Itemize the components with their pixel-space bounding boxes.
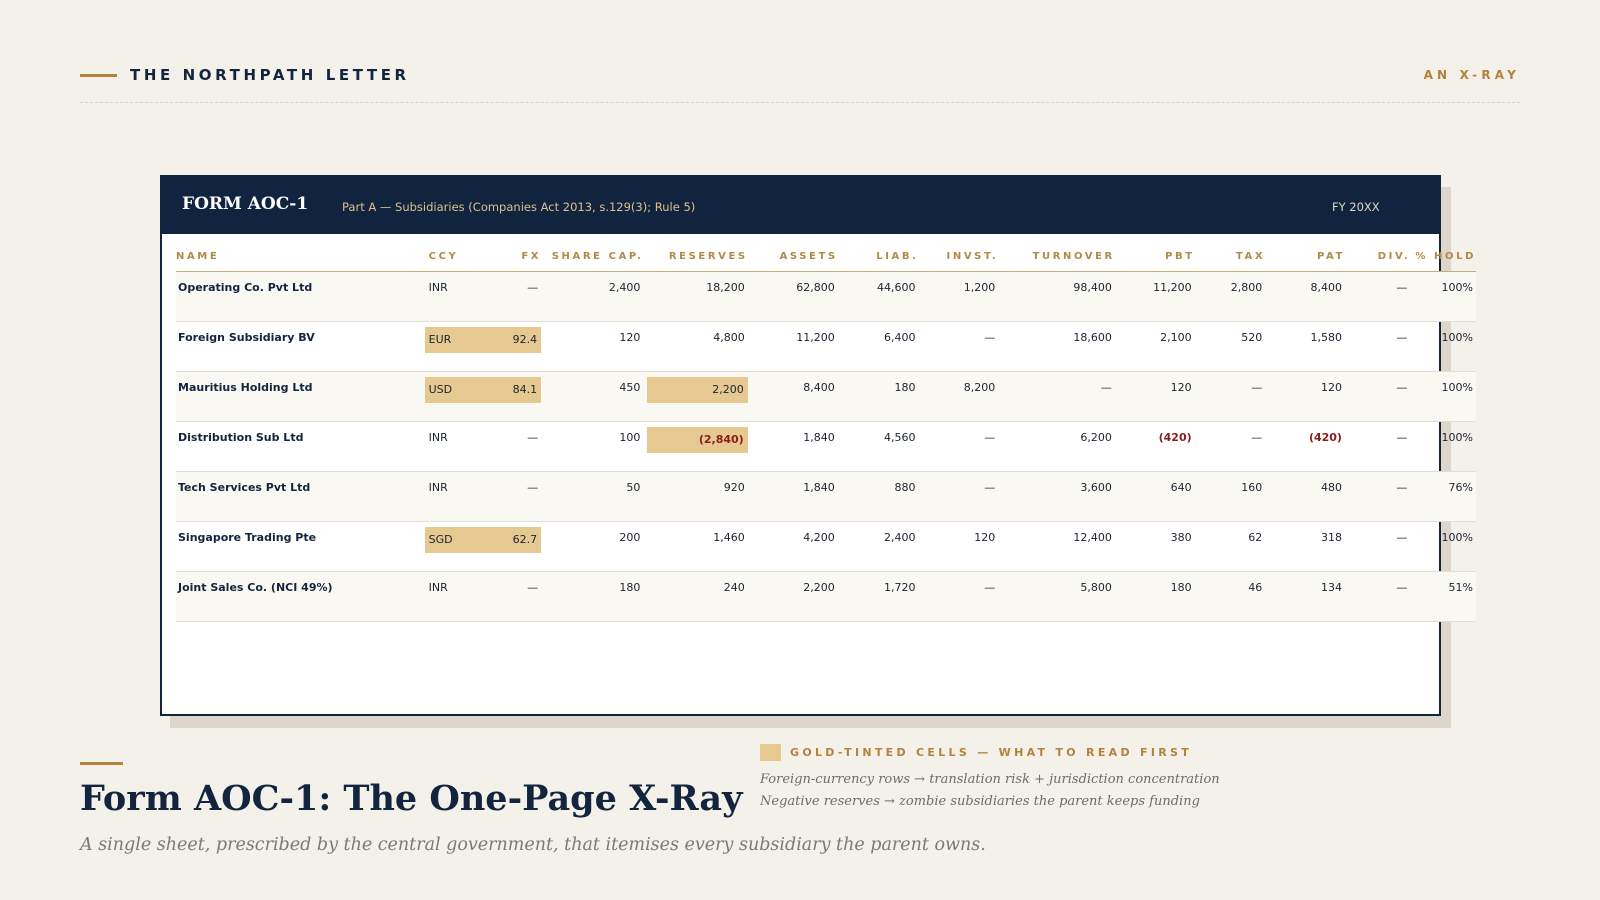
cell-value: 76%	[1448, 480, 1473, 494]
table-header-row	[176, 237, 1476, 271]
cell-value: (2,840)	[698, 432, 744, 446]
cell-value: 480	[1320, 480, 1342, 494]
cell-value: 134	[1320, 580, 1342, 594]
cell-value: —	[1251, 430, 1263, 444]
cell-value: —	[984, 580, 996, 594]
cell-value: —	[527, 280, 539, 294]
cell-pbt	[1115, 371, 1195, 421]
cell-tax	[1195, 371, 1266, 421]
cell-value: 2,200	[803, 580, 835, 594]
cell-value: INR	[428, 580, 448, 594]
column-header: INVST.	[919, 237, 999, 271]
legend-title: GOLD-TINTED CELLS — WHAT TO READ FIRST	[790, 746, 1193, 759]
cell-value: INR	[428, 280, 448, 294]
cell-fx	[480, 321, 541, 371]
cell-reserves	[643, 321, 747, 371]
cell-value: 100%	[1441, 330, 1473, 344]
cell-pat	[1265, 571, 1345, 621]
cell-value: —	[1251, 380, 1263, 394]
cell-fx	[480, 371, 541, 421]
cell-value: —	[527, 580, 539, 594]
cell-value: —	[527, 430, 539, 444]
cell-value: 1,580	[1310, 330, 1342, 344]
highlighted-cell	[480, 377, 541, 403]
cell-value: 920	[723, 480, 745, 494]
highlighted-cell	[647, 377, 747, 403]
table-row	[176, 421, 1476, 471]
cell-invst	[919, 321, 999, 371]
legend-note-foreign: Foreign-currency rows → translation risk + jurisdiction concentration	[760, 772, 1220, 787]
cell-reserves	[643, 471, 747, 521]
cell-value: 12,400	[1073, 530, 1112, 544]
cell-value: —	[984, 430, 996, 444]
cell-reserves	[643, 271, 747, 321]
cell-value: INR	[428, 430, 448, 444]
cell-value: 120	[974, 530, 996, 544]
cell-liab	[838, 271, 919, 321]
column-header: % HOLD	[1410, 237, 1476, 271]
cell-hold	[1410, 421, 1476, 471]
form-header-bar	[162, 177, 1439, 234]
cell-assets	[748, 571, 838, 621]
cell-value: 62,800	[796, 280, 835, 294]
cell-value: 62.7	[512, 532, 538, 546]
cell-value: 11,200	[796, 330, 835, 344]
cell-value: (420)	[1308, 430, 1342, 444]
cell-value: 180	[894, 380, 916, 394]
cell-value: —	[1396, 430, 1408, 444]
cell-hold	[1410, 571, 1476, 621]
column-header: SHARE CAP.	[541, 237, 643, 271]
cell-value: 46	[1248, 580, 1263, 594]
cell-pbt	[1115, 571, 1195, 621]
cell-value: 100%	[1441, 380, 1473, 394]
cell-assets	[748, 271, 838, 321]
cell-value: 4,200	[803, 530, 835, 544]
cell-value: 120	[1170, 380, 1192, 394]
cell-turnover	[998, 321, 1115, 371]
brand-title: THE NORTHPATH LETTER	[130, 66, 410, 84]
cell-div	[1345, 521, 1410, 571]
cell-value: —	[1396, 280, 1408, 294]
cell-value: 18,200	[706, 280, 745, 294]
cell-value: USD	[428, 382, 453, 396]
cell-value: 50	[626, 480, 641, 494]
table-row	[176, 471, 1476, 521]
cell-value: 18,600	[1073, 330, 1112, 344]
cell-turnover	[998, 371, 1115, 421]
cell-tax	[1195, 321, 1266, 371]
cell-value: Mauritius Holding Ltd	[178, 380, 313, 394]
cell-pbt	[1115, 271, 1195, 321]
cell-value: (420)	[1158, 430, 1192, 444]
cell-pbt	[1115, 321, 1195, 371]
cell-share-cap	[541, 571, 643, 621]
cell-invst	[919, 571, 999, 621]
cell-value: 84.1	[512, 382, 538, 396]
cell-invst	[919, 521, 999, 571]
form-title: FORM AOC-1	[182, 194, 309, 214]
cell-value: 2,100	[1160, 330, 1192, 344]
cell-value: 1,840	[803, 480, 835, 494]
cell-value: 318	[1320, 530, 1342, 544]
cell-turnover	[998, 571, 1115, 621]
cell-share-cap	[541, 271, 643, 321]
cell-name	[176, 521, 429, 571]
cell-fx	[480, 521, 541, 571]
cell-value: 100%	[1441, 530, 1473, 544]
cell-value: 1,720	[884, 580, 916, 594]
cell-value: —	[1396, 480, 1408, 494]
cell-value: —	[1100, 380, 1112, 394]
cell-liab	[838, 521, 919, 571]
cell-hold	[1410, 471, 1476, 521]
column-header: PAT	[1265, 237, 1345, 271]
cell-value: 880	[894, 480, 916, 494]
highlighted-cell	[480, 327, 541, 353]
cell-share-cap	[541, 471, 643, 521]
cell-div	[1345, 321, 1410, 371]
column-header: FX	[480, 237, 541, 271]
cell-fx	[480, 471, 541, 521]
column-header: NAME	[176, 237, 429, 271]
cell-value: —	[984, 330, 996, 344]
cell-value: 1,460	[713, 530, 745, 544]
cell-pbt	[1115, 421, 1195, 471]
cell-turnover	[998, 521, 1115, 571]
cell-share-cap	[541, 421, 643, 471]
cell-name	[176, 571, 429, 621]
cell-liab	[838, 471, 919, 521]
cell-pbt	[1115, 471, 1195, 521]
cell-share-cap	[541, 521, 643, 571]
cell-value: 120	[619, 330, 641, 344]
cell-value: —	[984, 480, 996, 494]
headline-accent-rule	[80, 762, 123, 765]
cell-value: 11,200	[1153, 280, 1192, 294]
highlighted-cell	[480, 527, 541, 553]
cell-div	[1345, 271, 1410, 321]
cell-div	[1345, 571, 1410, 621]
cell-value: 8,200	[963, 380, 996, 394]
table-row	[176, 571, 1476, 621]
cell-invst	[919, 471, 999, 521]
cell-value: Joint Sales Co. (NCI 49%)	[178, 580, 333, 594]
cell-value: 180	[1170, 580, 1192, 594]
cell-turnover	[998, 471, 1115, 521]
cell-hold	[1410, 371, 1476, 421]
highlighted-cell	[425, 527, 480, 553]
cell-share-cap	[541, 371, 643, 421]
cell-value: 180	[619, 580, 641, 594]
cell-value: 240	[723, 580, 745, 594]
cell-ccy	[429, 521, 480, 571]
header-divider	[80, 102, 1520, 103]
cell-liab	[838, 421, 919, 471]
cell-liab	[838, 371, 919, 421]
cell-value: 2,400	[884, 530, 916, 544]
cell-turnover	[998, 421, 1115, 471]
cell-liab	[838, 321, 919, 371]
cell-name	[176, 271, 429, 321]
cell-invst	[919, 421, 999, 471]
cell-hold	[1410, 321, 1476, 371]
cell-value: —	[527, 480, 539, 494]
cell-value: Tech Services Pvt Ltd	[178, 480, 311, 494]
cell-value: Singapore Trading Pte	[178, 530, 317, 544]
cell-value: 450	[619, 380, 641, 394]
cell-pat	[1265, 471, 1345, 521]
cell-tax	[1195, 421, 1266, 471]
legend-note-negative: Negative reserves → zombie subsidiaries the parent keeps funding	[760, 794, 1200, 809]
cell-value: 2,200	[712, 382, 744, 396]
table-row	[176, 271, 1476, 321]
cell-invst	[919, 371, 999, 421]
cell-reserves	[643, 421, 747, 471]
cell-div	[1345, 471, 1410, 521]
column-header: LIAB.	[838, 237, 919, 271]
cell-name	[176, 421, 429, 471]
highlighted-cell	[647, 427, 747, 453]
cell-value: INR	[428, 480, 448, 494]
cell-value: 120	[1320, 380, 1342, 394]
form-subtitle: Part A — Subsidiaries (Companies Act 2013, s.129(3); Rule 5)	[342, 200, 696, 214]
cell-div	[1345, 421, 1410, 471]
cell-value: 100%	[1441, 430, 1473, 444]
cell-value: Foreign Subsidiary BV	[178, 330, 315, 344]
cell-ccy	[429, 571, 480, 621]
subheadline: A single sheet, prescribed by the central government, that itemises every subsidiary the parent owns.	[80, 835, 986, 855]
subsidiaries-table	[176, 237, 1476, 622]
column-header: TAX	[1195, 237, 1266, 271]
cell-hold	[1410, 521, 1476, 571]
legend-swatch	[760, 744, 781, 761]
cell-tax	[1195, 471, 1266, 521]
cell-value: 640	[1170, 480, 1192, 494]
cell-value: 3,600	[1080, 480, 1112, 494]
cell-value: 8,400	[803, 380, 835, 394]
cell-value: 160	[1241, 480, 1263, 494]
cell-name	[176, 371, 429, 421]
cell-value: EUR	[428, 332, 452, 346]
cell-ccy	[429, 421, 480, 471]
cell-value: 6,400	[884, 330, 916, 344]
table-row	[176, 521, 1476, 571]
cell-value: Distribution Sub Ltd	[178, 430, 304, 444]
headline: Form AOC-1: The One-Page X-Ray	[80, 778, 743, 819]
cell-turnover	[998, 271, 1115, 321]
cell-value: 4,800	[713, 330, 745, 344]
cell-value: 98,400	[1073, 280, 1112, 294]
cell-value: —	[1396, 380, 1408, 394]
cell-div	[1345, 371, 1410, 421]
cell-value: 100	[619, 430, 641, 444]
header-kicker: AN X-RAY	[1423, 68, 1520, 82]
cell-value: —	[1396, 530, 1408, 544]
column-header: DIV.	[1345, 237, 1410, 271]
fiscal-year: FY 20XX	[1332, 200, 1380, 214]
cell-value: 5,800	[1080, 580, 1112, 594]
cell-value: —	[1396, 330, 1408, 344]
cell-pat	[1265, 271, 1345, 321]
cell-value: 62	[1248, 530, 1263, 544]
cell-liab	[838, 571, 919, 621]
cell-name	[176, 471, 429, 521]
cell-value: 6,200	[1080, 430, 1112, 444]
cell-ccy	[429, 371, 480, 421]
cell-value: 520	[1241, 330, 1263, 344]
cell-pat	[1265, 371, 1345, 421]
cell-value: 100%	[1441, 280, 1473, 294]
cell-ccy	[429, 271, 480, 321]
cell-ccy	[429, 321, 480, 371]
cell-assets	[748, 321, 838, 371]
table-row	[176, 321, 1476, 371]
cell-name	[176, 321, 429, 371]
cell-value: 92.4	[512, 332, 538, 346]
table-row	[176, 371, 1476, 421]
cell-value: 2,800	[1230, 280, 1263, 294]
cell-fx	[480, 271, 541, 321]
cell-value: —	[1396, 580, 1408, 594]
cell-reserves	[643, 521, 747, 571]
form-card	[160, 175, 1476, 716]
cell-value: 8,400	[1310, 280, 1342, 294]
cell-pat	[1265, 321, 1345, 371]
cell-value: 1,200	[963, 280, 996, 294]
cell-fx	[480, 571, 541, 621]
cell-reserves	[643, 371, 747, 421]
column-header: CCY	[429, 237, 480, 271]
cell-tax	[1195, 571, 1266, 621]
cell-value: 2,400	[608, 280, 641, 294]
cell-value: 380	[1170, 530, 1192, 544]
cell-ccy	[429, 471, 480, 521]
cell-reserves	[643, 571, 747, 621]
highlighted-cell	[425, 377, 480, 403]
column-header: RESERVES	[643, 237, 747, 271]
column-header: TURNOVER	[998, 237, 1115, 271]
cell-hold	[1410, 271, 1476, 321]
cell-value: 200	[619, 530, 641, 544]
cell-pat	[1265, 521, 1345, 571]
column-header: ASSETS	[748, 237, 838, 271]
cell-value: Operating Co. Pvt Ltd	[178, 280, 313, 294]
cell-assets	[748, 521, 838, 571]
cell-pbt	[1115, 521, 1195, 571]
cell-fx	[480, 421, 541, 471]
header-accent-rule	[80, 74, 117, 77]
cell-assets	[748, 421, 838, 471]
cell-value: 4,560	[884, 430, 916, 444]
cell-value: 44,600	[877, 280, 916, 294]
cell-tax	[1195, 271, 1266, 321]
highlighted-cell	[425, 327, 480, 353]
cell-value: 1,840	[803, 430, 835, 444]
cell-tax	[1195, 521, 1266, 571]
column-header: PBT	[1115, 237, 1195, 271]
cell-assets	[748, 371, 838, 421]
cell-share-cap	[541, 321, 643, 371]
cell-value: 51%	[1448, 580, 1473, 594]
cell-invst	[919, 271, 999, 321]
cell-pat	[1265, 421, 1345, 471]
cell-value: SGD	[428, 532, 453, 546]
cell-assets	[748, 471, 838, 521]
